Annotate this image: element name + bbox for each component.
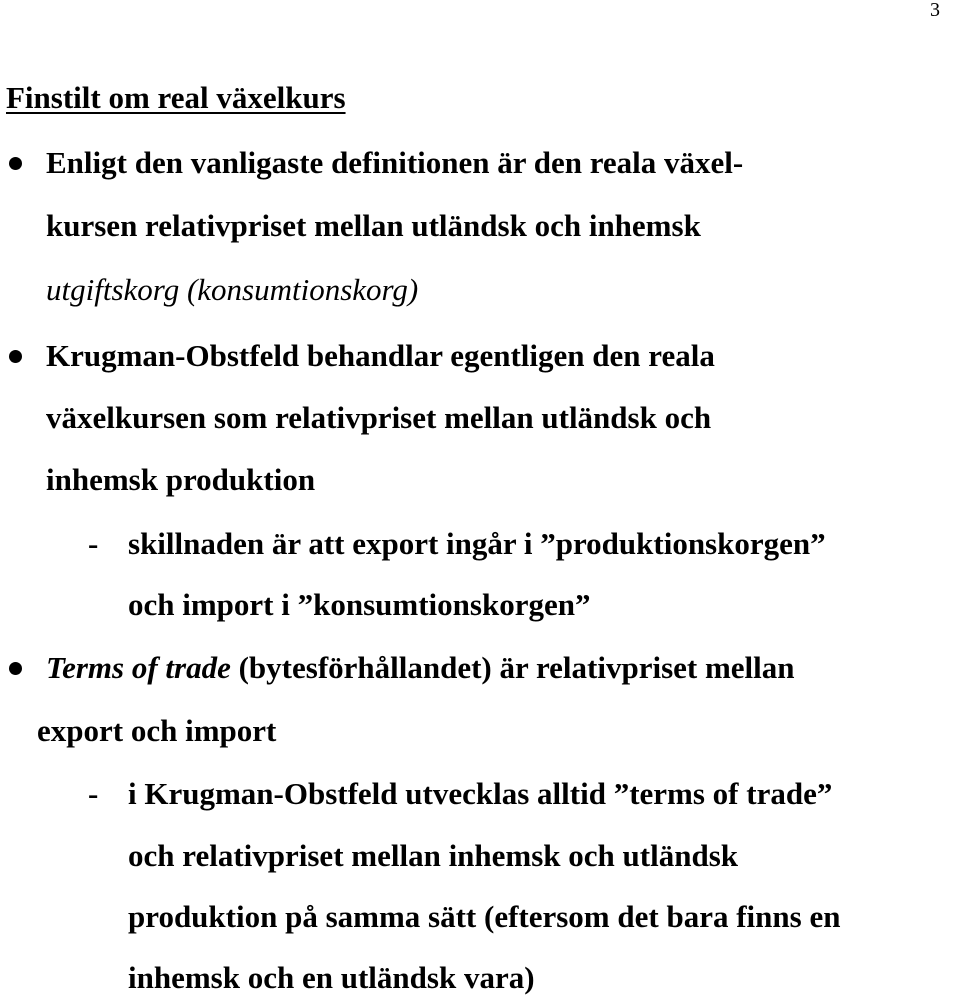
page-title: Finstilt om real växelkurs — [6, 80, 346, 115]
bullet-1-line-3: utgiftskorg (konsumtionskorg) — [46, 272, 419, 307]
sub-item-dash: - — [88, 526, 99, 561]
bullet-marker — [9, 350, 22, 363]
bullet-2-line-3: inhemsk produktion — [46, 462, 316, 497]
bullet-3-line-1 — [46, 648, 795, 688]
bullet-3-sub-line-3: produktion på samma sätt (eftersom det bara finns en — [128, 899, 841, 934]
bullet-2-line-1: Krugman-Obstfeld behandlar egentligen den reala — [46, 338, 715, 373]
bullet-2-sub-line-1: skillnaden är att export ingår i ”produktionskorgen” — [128, 526, 826, 561]
page-number: 3 — [930, 0, 940, 21]
bullet-1-line-1: Enligt den vanligaste definitionen är den reala växel- — [46, 145, 744, 180]
sub-item-dash: - — [88, 776, 99, 811]
bullet-2-line-2: växelkursen som relativpriset mellan utländsk och — [46, 400, 712, 435]
bullet-3-line-2: export och import — [37, 713, 277, 748]
bullet-3-sub-line-4: inhemsk och en utländsk vara) — [128, 960, 535, 995]
bullet-3-line-1-text: (bytesförhållandet) är relativpriset mellan — [230, 650, 795, 685]
bullet-marker — [9, 662, 22, 675]
bullet-3-sub-line-1: i Krugman-Obstfeld utvecklas alltid ”terms of trade” — [128, 776, 833, 811]
bullet-1-line-2: kursen relativpriset mellan utländsk och inhemsk — [46, 208, 701, 243]
bullet-marker — [9, 157, 22, 170]
terms-of-trade-italic: Terms of trade — [46, 650, 231, 685]
bullet-2-sub-line-2: och import i ”konsumtionskorgen” — [128, 587, 591, 622]
bullet-3-sub-line-2: och relativpriset mellan inhemsk och utländsk — [128, 838, 739, 873]
